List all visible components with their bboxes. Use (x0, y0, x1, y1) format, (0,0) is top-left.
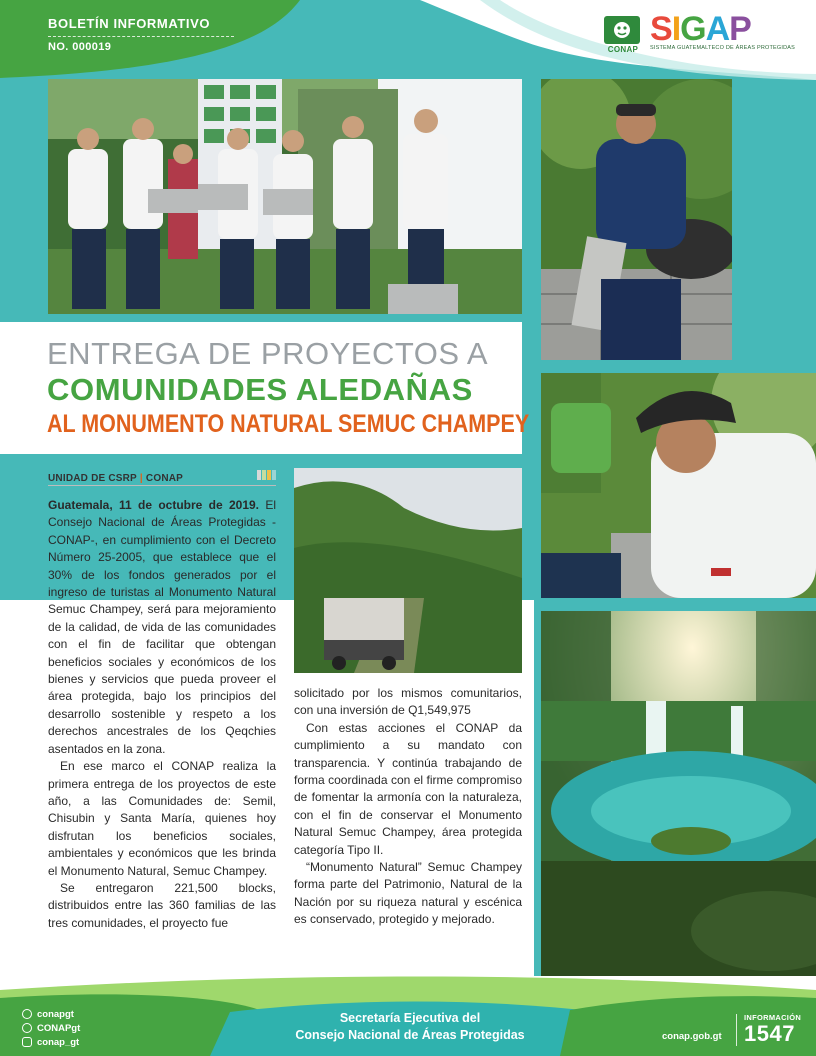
social-facebook[interactable] (22, 1007, 80, 1021)
conap-logo-text: CONAP (607, 45, 639, 54)
photo-group-delivery (48, 79, 522, 314)
photo-man-working (541, 373, 816, 598)
social-handle: CONAPgt (37, 1022, 81, 1034)
photo-truck-road (294, 468, 522, 673)
sigap-logo (650, 11, 751, 47)
jaguar-icon (604, 16, 640, 44)
article-paragraph-3: Se entregaron 221,500 blocks, distribuidos entre las 360 familias de las tres comunidades, el proyecto fue (48, 880, 276, 930)
article-column-1 (48, 497, 276, 932)
bulletin-number: NO. 000019 (48, 41, 112, 53)
social-handle: conapgt (37, 1008, 74, 1020)
article-paragraph-3-continued: solicitado por los mismos comunitarios, con una inversión de Q1,549,975 (294, 686, 522, 718)
article-column-2 (294, 685, 522, 929)
article-paragraph (48, 497, 276, 758)
photo-man-carrying-block (541, 79, 732, 360)
website-link[interactable]: conap.gob.gt (662, 1031, 722, 1042)
bulletin-title: BOLETÍN INFORMATIVO (48, 16, 211, 31)
headline-line-3: AL MONUMENTO NATURAL SEMUC CHAMPEY (47, 410, 530, 438)
sigap-letter: I (671, 10, 681, 48)
sigap-letter: A (705, 10, 730, 48)
article-byline (48, 468, 276, 486)
conap-logo (604, 16, 642, 56)
article-paragraph-1: El Consejo Nacional de Áreas Protegidas -CONAP-, en cumplimiento con el Decreto Número 25-2005, que establece que el 30% de los fondos generados por el ingreso de turistas al Monumento Natural Semuc Champey, será para mejoramiento de la calidad, de vida de las comunidades con el fin de facilitar que obtengan beneficios sociales y económicos de los bienes y servicios que pueda proveer el área protegida, bajo los principios del desarrollo sostenible y respeto a los derechos ancestrales de los Qeqchies asentados en la zona. (48, 498, 276, 756)
article-paragraph-2: En ese marco el CONAP realiza la primera entrega de los proyectos de este año, a las Comunidades de: Semil, Chisubin y Santa María, quienes hoy disfrutan los beneficios sociales, ambientales y económicos que les brinda el Monumento Natural, Semuc Champey. (48, 759, 276, 878)
article-paragraph-4: Con estas acciones el CONAP da cumplimiento a su mandato con transparencia. Y continúa trabajando de forma coordinada con el firme compromiso de fomentar la armonía con la naturaleza, con el fin de conservar el Monumento Natural Semuc Champey, área protegida categoría Tipo II. (294, 720, 522, 857)
secretaria-line-2: Consejo Nacional de Áreas Protegidas (295, 1028, 525, 1042)
social-instagram[interactable] (22, 1035, 80, 1049)
header-divider (48, 36, 234, 37)
social-handle: conap_gt (37, 1036, 80, 1048)
instagram-icon (22, 1037, 32, 1047)
sigap-letter: P (729, 10, 751, 48)
headline-line-1: ENTREGA DE PROYECTOS A (47, 336, 489, 371)
unit-org: CONAP (145, 473, 184, 484)
info-phone-number[interactable]: 1547 (744, 1021, 795, 1046)
twitter-icon (22, 1023, 32, 1033)
color-swatch (257, 470, 276, 480)
article-lead: Guatemala, 11 de octubre de 2019. (48, 498, 259, 512)
byline-separator: | (139, 473, 143, 484)
sigap-letter: G (680, 10, 706, 48)
sigap-subtitle: SISTEMA GUATEMALTECO DE ÁREAS PROTEGIDAS (650, 45, 796, 51)
social-links (22, 1007, 80, 1049)
footer-secretaria (220, 1010, 600, 1044)
unit-name: UNIDAD DE CSRP (48, 473, 137, 484)
sigap-letter: S (650, 10, 672, 48)
headline-box (0, 322, 530, 454)
photo-semuc-champey (541, 611, 816, 979)
secretaria-line-1: Secretaría Ejecutiva del (339, 1011, 481, 1025)
info-label: INFORMACIÓN (744, 1013, 802, 1022)
article-paragraph-5: “Monumento Natural” Semuc Champey forma parte del Patrimonio, Natural de la Nación por su riqueza natural y escénica es conservado, protegido y mejorado. (294, 860, 522, 927)
social-twitter[interactable] (22, 1021, 80, 1035)
headline-line-2: COMUNIDADES ALEDAÑAS (47, 372, 473, 407)
footer-divider (736, 1014, 737, 1046)
facebook-icon (22, 1009, 32, 1019)
